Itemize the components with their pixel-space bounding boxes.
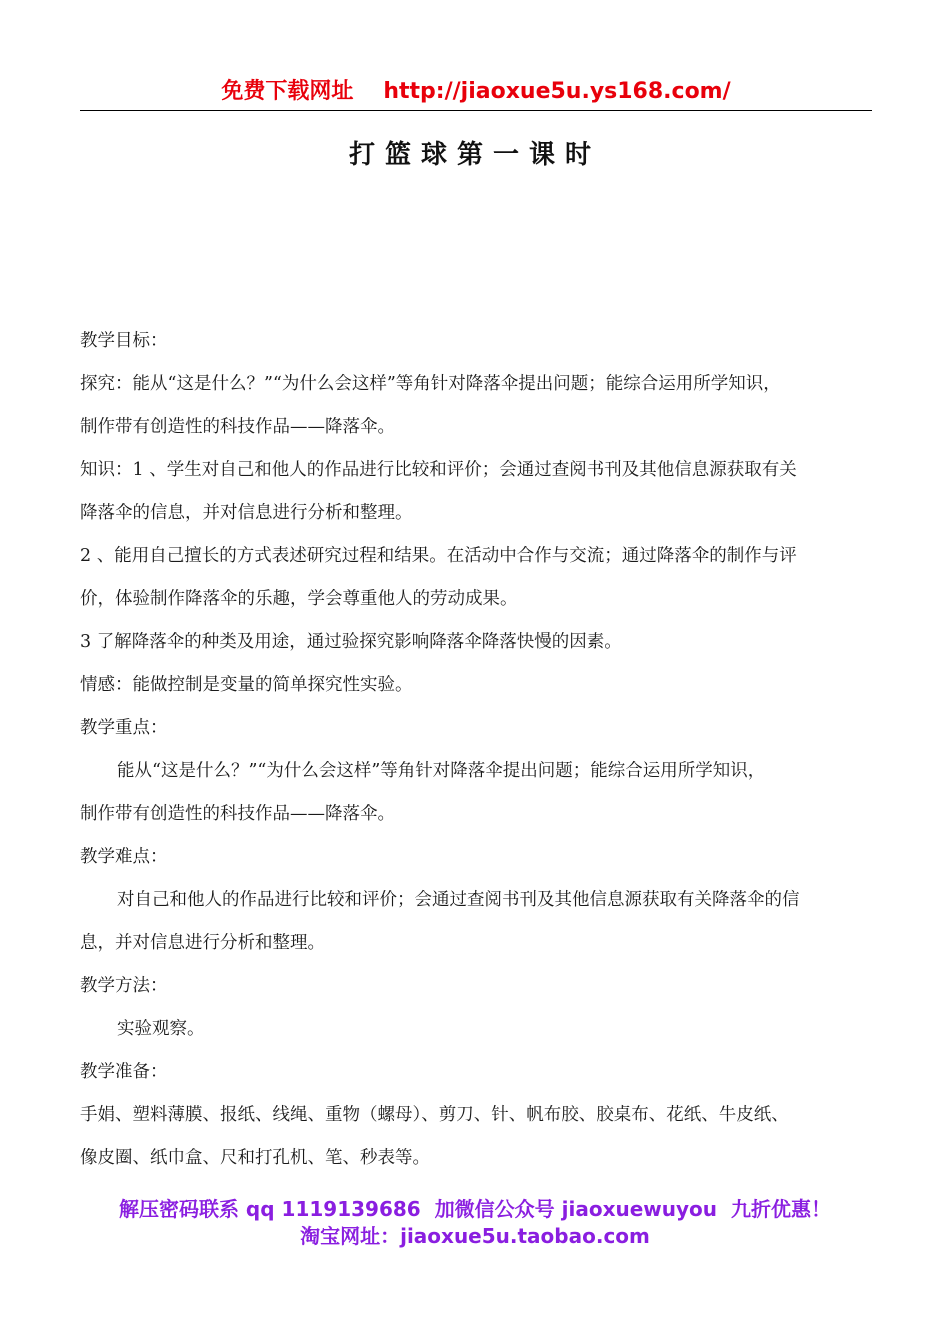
paragraph-line: 手娟、塑料薄膜、报纸、线绳、重物（螺母）、剪刀、针、帆布胶、胶桌布、花纸、牛皮纸、 <box>80 1105 789 1125</box>
header-label: 免费下载网址 <box>221 79 354 104</box>
paragraph-line: 2 、能用自己擅长的方式表述研究过程和结果。在活动中合作与交流；通过降落伞的制作与评 <box>80 546 797 566</box>
section-heading-methods: 教学方法： <box>80 976 168 996</box>
paragraph-line: 对自己和他人的作品进行比较和评价；会通过查阅书刊及其他信息源获取有关降落伞的信 <box>117 890 800 910</box>
page-footer <box>0 1196 950 1250</box>
document-title: 打篮球第一课时 <box>348 140 601 170</box>
paragraph-line: 3 了解降落伞的种类及用途，通过验探究影响降落伞降落快慢的因素。 <box>80 632 622 652</box>
paragraph-line: 像皮圈、纸巾盒、尺和打孔机、笔、秒表等。 <box>80 1148 430 1168</box>
paragraph-line: 知识：1 、学生对自己和他人的作品进行比较和评价；会通过查阅书刊及其他信息源获取有关 <box>80 460 797 480</box>
section-heading-key-points: 教学重点： <box>80 718 168 738</box>
section-heading-objectives: 教学目标： <box>80 331 168 351</box>
footer-discount: 九折优惠！ <box>731 1197 832 1221</box>
paragraph-line: 息，并对信息进行分析和整理。 <box>80 933 325 953</box>
paragraph-line: 情感：能做控制是变量的简单探究性实验。 <box>80 675 413 695</box>
footer-line-contact <box>0 1196 950 1223</box>
paragraph-line: 价，体验制作降落伞的乐趣，学会尊重他人的劳动成果。 <box>80 589 518 609</box>
section-heading-preparation: 教学准备： <box>80 1062 168 1082</box>
page-header <box>80 74 872 111</box>
footer-shop-link[interactable]: 淘宝网址：jiaoxue5u.taobao.com <box>300 1224 650 1248</box>
document-body <box>80 320 880 1180</box>
header-url-link[interactable]: http://jiaoxue5u.ys168.com/ <box>383 79 731 104</box>
paragraph-line: 实验观察。 <box>117 1019 205 1039</box>
paragraph-line: 能从“这是什么？”“为什么会这样”等角针对降落伞提出问题；能综合运用所学知识， <box>117 761 766 781</box>
paragraph-line: 探究：能从“这是什么？”“为什么会这样”等角针对降落伞提出问题；能综合运用所学知识， <box>80 374 781 394</box>
section-heading-difficulties: 教学难点： <box>80 847 168 867</box>
paragraph-line: 降落伞的信息，并对信息进行分析和整理。 <box>80 503 413 523</box>
paragraph-line: 制作带有创造性的科技作品——降落伞。 <box>80 804 395 824</box>
footer-qq-contact: 解压密码联系 qq 1119139686 <box>118 1197 421 1221</box>
footer-wechat: 加微信公众号 jiaoxuewuyou <box>434 1197 718 1221</box>
paragraph-line: 制作带有创造性的科技作品——降落伞。 <box>80 417 395 437</box>
